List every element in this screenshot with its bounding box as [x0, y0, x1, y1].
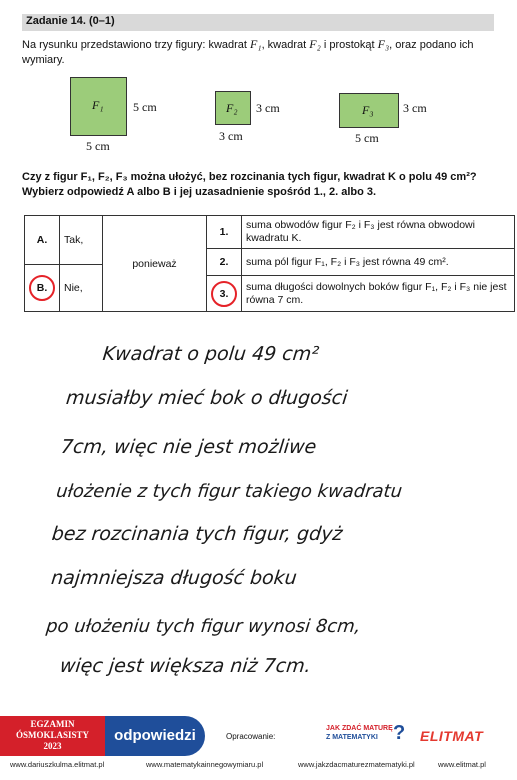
figure-f2-label: F₂	[226, 101, 238, 115]
exam-badge-line-2: ÓSMOKLASISTY	[15, 730, 90, 740]
exam-badge-line-1: EGZAMIN	[30, 719, 75, 729]
option-b-text: Nie,	[64, 282, 83, 294]
question-line-1: Czy z figur F₁, F₂, F₃ można ułożyć, bez rozcinania tych figur, kwadrat K o polu 49 cm²?	[22, 171, 477, 183]
reason-2-num: 2.	[219, 256, 229, 268]
question-line-2: Wybierz odpowiedź A albo B i jej uzasadnienie spośród 1., 2. albo 3.	[22, 186, 377, 198]
jak-zdac-logo-line-1: JAK ZDAĆ MATURĘ	[326, 725, 393, 732]
reason-3-text: suma długości dowolnych boków figur F₁, F₂ i F₃ nie jest równa 7 cm.	[246, 280, 507, 306]
jak-zdac-logo-line-2: Z MATEMATYKI	[326, 734, 378, 741]
handwriting-line-6: najmniejsza długość boku	[50, 567, 299, 589]
question-mark-logo-icon: ?	[393, 722, 406, 744]
because-text: ponieważ	[132, 257, 177, 270]
intro-text-3: i prostokąt	[320, 39, 378, 51]
option-b-letter: B.	[36, 282, 48, 294]
intro-text-1: Na rysunku przedstawiono trzy figury: kwadrat	[22, 39, 251, 51]
reason-3-num: 3.	[219, 287, 229, 300]
intro-f1: F₁	[250, 37, 262, 51]
answers-badge: odpowiedzi	[105, 716, 205, 756]
reason-2-text: suma pól figur F₁, F₂ i F₃ jest równa 49 cm².	[246, 255, 449, 268]
reason-1-text: suma obwodów figur F₂ i F₃ jest równa obwodowi kwadratu K.	[246, 219, 475, 244]
intro-text-2: , kwadrat	[261, 39, 310, 51]
intro-f3: F₃	[377, 37, 390, 51]
footer-url-1[interactable]: www.dariuszkulma.elitmat.pl	[10, 760, 105, 769]
footer-url-2[interactable]: www.matematykainnegowymiaru.pl	[146, 760, 264, 769]
prepared-by-label: Opracowanie:	[226, 732, 276, 741]
figure-f3-label: F₃	[362, 103, 374, 117]
handwriting-line-8: więc jest większa niż 7cm.	[58, 655, 312, 677]
figure-f3-bottom: 5 cm	[355, 131, 379, 145]
elitmat-logo: ELITMAT	[420, 728, 484, 744]
handwriting-line-2: musiałby mieć bok o długości	[65, 387, 349, 409]
option-a-text: Tak,	[64, 234, 84, 246]
exam-badge-year: 2023	[43, 741, 62, 751]
intro-f2: F₂	[309, 37, 321, 51]
option-a-letter: A.	[36, 234, 48, 246]
reason-1-num: 1.	[219, 226, 229, 238]
figure-f1-label: F₁	[92, 98, 104, 112]
handwriting-line-1: Kwadrat o polu 49 cm²	[101, 343, 321, 365]
task-title: Zadanie 14. (0–1)	[26, 15, 115, 27]
jak-zdac-logo	[326, 724, 393, 742]
figure-f1-bottom: 5 cm	[86, 139, 110, 153]
footer-url-3[interactable]: www.jakzdacmaturezmatematyki.pl	[298, 760, 415, 769]
handwriting-line-5: bez rozcinania tych figur, gdyż	[50, 523, 344, 545]
handwriting-line-3: 7cm, więc nie jest możliwe	[59, 436, 318, 458]
handwriting-line-4: ułożenie z tych figur takiego kwadratu	[55, 481, 404, 502]
exam-badge	[0, 716, 105, 756]
handwriting-line-7: po ułożeniu tych figur wynosi 8cm,	[45, 616, 362, 637]
figure-f3-side: 3 cm	[403, 101, 427, 115]
footer-url-4[interactable]: www.elitmat.pl	[438, 760, 486, 769]
figure-f2-bottom: 3 cm	[219, 129, 243, 143]
figure-f1-side: 5 cm	[133, 100, 157, 114]
intro-text-4: , oraz podano ich wymiary.	[22, 39, 474, 66]
figure-f2-side: 3 cm	[256, 101, 280, 115]
